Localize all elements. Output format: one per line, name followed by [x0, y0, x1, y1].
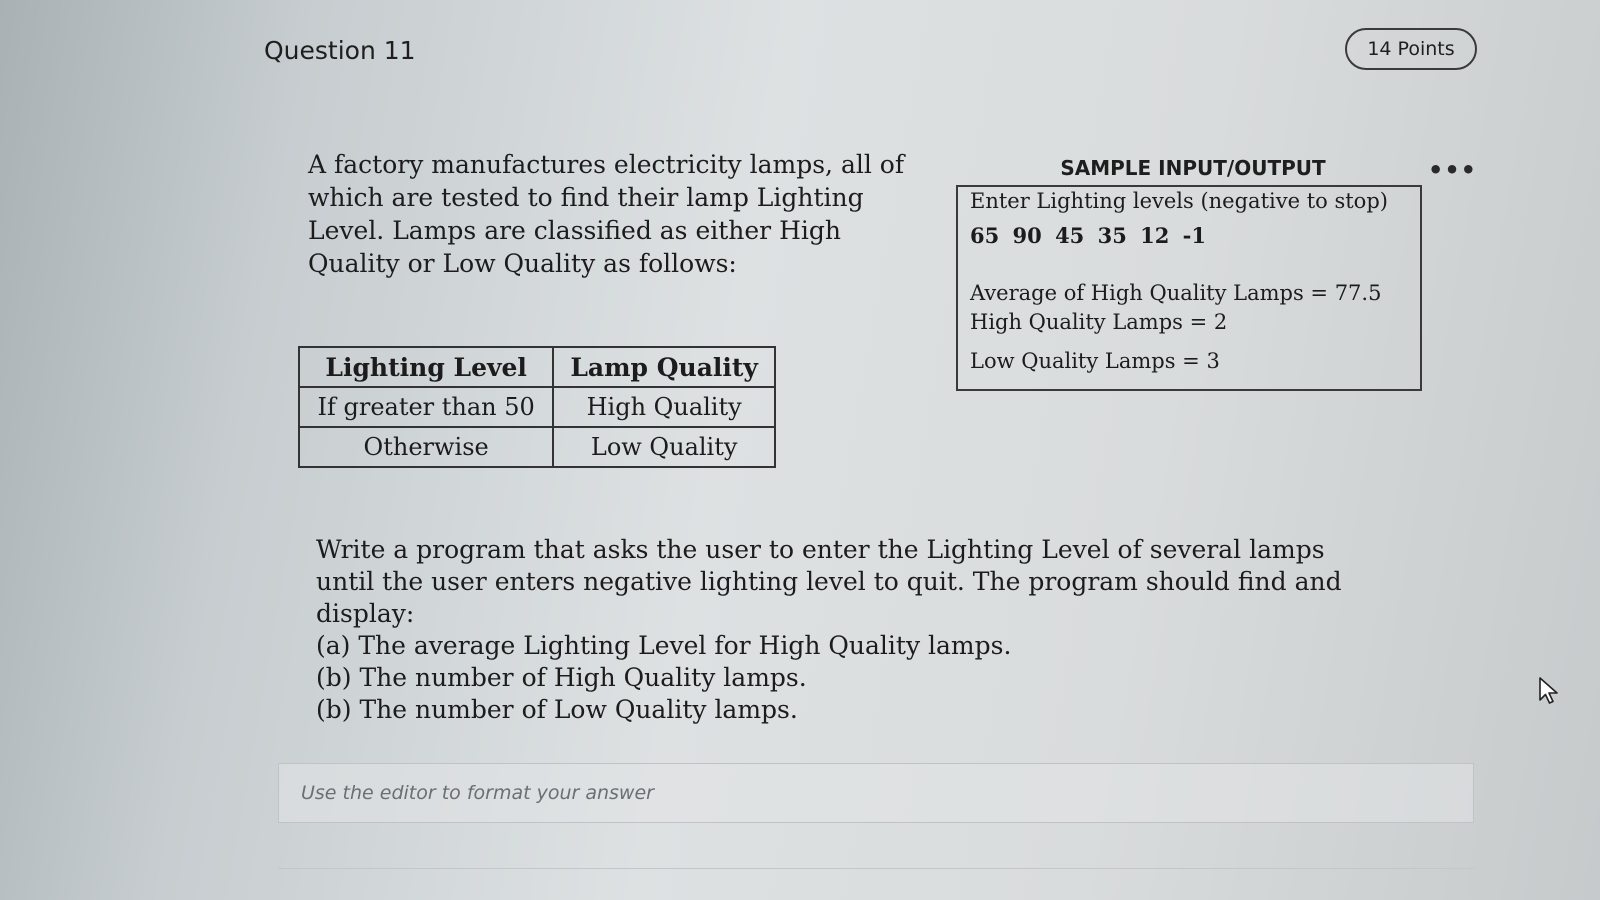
answer-input[interactable]: [279, 764, 1473, 822]
question-title: Question 11: [264, 36, 416, 65]
question-intro-text: A factory manufactures electricity lamps, all of which are tested to find their lamp Lighting Level. Lamps are classified as either High Quality or Low Quality as follows:: [308, 150, 905, 278]
task-item: (b) The number of Low Quality lamps.: [316, 695, 798, 724]
task-item: (a) The average Lighting Level for High Quality lamps.: [316, 631, 1012, 660]
task-item: (b) The number of High Quality lamps.: [316, 663, 807, 692]
lamp-quality-table: [298, 346, 776, 468]
sample-io-box: [956, 185, 1422, 391]
table-cell: Low Quality: [553, 427, 775, 467]
mouse-pointer-icon: [1538, 676, 1560, 706]
table-cell: High Quality: [553, 387, 775, 427]
task-paragraph: Write a program that asks the user to enter the Lighting Level of several lamps until the user enters negative lighting level to quit. The program should find and display:: [316, 535, 1342, 628]
table-row: [299, 387, 775, 427]
table-row: [299, 427, 775, 467]
sample-line: Average of High Quality Lamps = 77.5: [970, 281, 1382, 305]
table-header-lamp-quality: Lamp Quality: [553, 347, 775, 387]
table-header-row: [299, 347, 775, 387]
answer-editor[interactable]: [278, 763, 1474, 823]
divider: [278, 868, 1474, 869]
sample-line: Low Quality Lamps = 3: [970, 349, 1220, 373]
table-cell: If greater than 50: [299, 387, 553, 427]
sample-line: Enter Lighting levels (negative to stop): [970, 189, 1388, 213]
more-horizontal-icon[interactable]: •••: [1428, 156, 1478, 184]
points-badge: 14 Points: [1345, 28, 1477, 70]
task-description: [316, 534, 1376, 726]
sample-line: High Quality Lamps = 2: [970, 310, 1228, 334]
sample-io-title: SAMPLE INPUT/OUTPUT: [1060, 156, 1326, 180]
sample-line: 65 90 45 35 12 -1: [970, 223, 1207, 248]
table-header-lighting-level: Lighting Level: [299, 347, 553, 387]
table-cell: Otherwise: [299, 427, 553, 467]
